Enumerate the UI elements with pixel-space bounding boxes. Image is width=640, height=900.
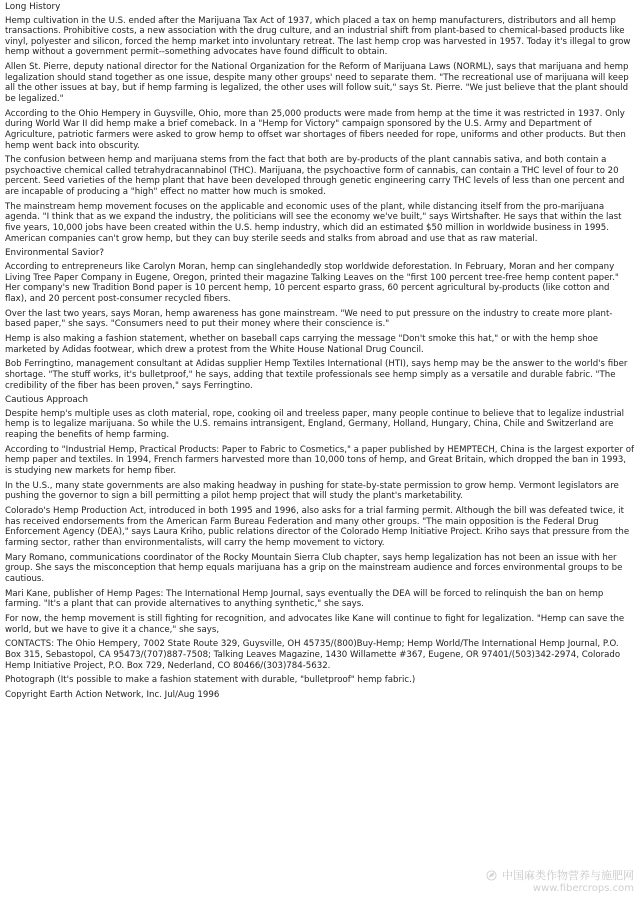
photo-caption: Photograph (It's possible to make a fashion statement with durable, "bulletproof" hemp fabric.) (5, 675, 416, 686)
paragraph: According to entrepreneurs like Carolyn Moran, hemp can singlehandedly stop worldwide deforestation. In February, Moran and her company Living Tree Paper Company in Eugene, Oregon, printed their magazine Talking Leaves on the "first 100 percent tree-free hemp content paper." Her company's new Tradition Bond paper is 10 percent hemp, 10 percent esparto grass, 60 percent agricultural by-products (like cotton and flax), and 20 percent post-consumer recycled fibers. (5, 262, 619, 304)
paragraph: For now, the hemp movement is still fighting for recognition, and advocates like Kane will continue to fight for legalization. "Hemp can save the world, but we have to give it a chance," she says, (5, 614, 625, 635)
paragraph: According to the Ohio Hempery in Guysville, Ohio, more than 25,000 products were made from hemp at the time it was restricted in 1937. Only during World War II did hemp make a brief comeback. In a "Hemp for Victory" campaign sponsored by the U.S. Army and Department of Agriculture, patriotic farmers were asked to grow hemp to offset war shortages of fibers needed for rope, uniforms and other products. But then hemp went back into obscurity. (5, 108, 626, 151)
copyright-line: Copyright Earth Action Network, Inc. Jul/Aug 1996 (5, 690, 220, 701)
paragraph: Allen St. Pierre, deputy national director for the National Organization for the Reform of Marijuana Laws (NORML), says that marijuana and hemp legalization should stand together as one issue, despite many other groups' need to separate them. "The recreational use of marijuana will keep all the other issues at bay, but if hemp farming is legalized, the other uses will follow suit," says St. Pierre. "We just believe that the plant should be legalized." (5, 62, 629, 104)
paragraph: The mainstream hemp movement focuses on the applicable and economic uses of the plant, while distancing itself from the pro-marijuana agenda. "I think that as we expand the industry, the politicians will see the economy we've built," says Wirtshafter. He says that within the last five years, 10,000 jobs have been created within the U.S. hemp industry, which did an estimated $50 million in worldwide business in 1995. American companies can't grow hemp, but they can buy sterile seeds and stalks from abroad and use that as raw material. (5, 201, 622, 244)
watermark-text: 中国麻类作物营养与施肥网 (502, 869, 634, 882)
watermark (486, 867, 635, 894)
section-environmental-savior (5, 248, 634, 391)
section-heading: Cautious Approach (5, 395, 89, 406)
paragraph: The confusion between hemp and marijuana stems from the fact that both are by-products of the plant cannabis sativa, and both contain a psychoactive chemical called tetrahydracannabinol (THC). Marijuana, the psychoactive form of cannabis, can contain a THC level of four to 20 percent. Seed varieties of the hemp plant that have been developed through genetic engineering carry THC levels of less than one percent and are incapable of producing a "high" effect no matter how much is smoked. (5, 155, 625, 198)
paragraph: Colorado's Hemp Production Act, introduced in both 1995 and 1996, also asks for a trial farming permit. Although the bill was defeated twice, it has received endorsements from the American Farm Bureau Federation and many other groups. "The main opposition is the Federal Drug Enforcement Agency (DEA)," says Laura Kriho, public relations director of the Colorado Hemp Initiative Project. Kriho says that pressure from the farming sector, rather than environmentalists, will carry the hemp movement to victory. (5, 506, 630, 548)
paragraph: Mari Kane, publisher of Hemp Pages: The International Hemp Journal, says eventually the DEA will be forced to relinquish the ban on hemp farming. "It's a plant that can provide alternatives to anything synthetic," she says. (5, 588, 604, 610)
paragraph: Despite hemp's multiple uses as cloth material, rope, cooking oil and treeless paper, many people continue to believe that to legalize industrial hemp is to legalize marijuana. So while the U.S. remains intransigent, England, Germany, Holland, Hungary, China, Chile and Switzerland are reaping the benefits of hemp farming. (5, 408, 625, 441)
section-cautious-approach (5, 395, 634, 701)
paragraph: Over the last two years, says Moran, hemp awareness has gone mainstream. "We need to put pressure on the industry to create more plant-based paper," she says. "Consumers need to put their money where their conscience is." (5, 308, 613, 330)
section-heading: Environmental Savior? (5, 248, 105, 259)
paragraph: Mary Romano, communications coordinator of the Rocky Mountain Sierra Club chapter, says hemp legalization has not been an issue with her group. She says the misconception that hemp equals marijuana has a grip on the mainstream audience and forces environmental groups to be cautious. (5, 552, 623, 584)
paragraph: Hemp cultivation in the U.S. ended after the Marijuana Tax Act of 1937, which placed a tax on hemp manufacturers, distributors and all hemp transactions. Prohibitive costs, a new association with the drug culture, and an industrial shift from plant-based to chemical-based products like vinyl, polyester and silicon, forced the hemp market into involuntary retreat. The last hemp crop was harvested in 1957. Today it's illegal to grow hemp without a government permit--something advocates have found difficult to obtain. (5, 15, 631, 58)
leaf-logo-icon (486, 870, 497, 881)
section-long-history (5, 2, 634, 244)
section-heading: Long History (5, 2, 61, 12)
paragraph: Hemp is also making a fashion statement, whether on baseball caps carrying the message "Don't smoke this hat," or with the hemp shoe marketed by Adidas footwear, which drew a protest from the White House National Drug Council. (5, 333, 599, 355)
paragraph: Bob Ferringtino, management consultant at Adidas supplier Hemp Textiles International (HTI), says hemp may be the answer to the world's fiber shortage. "The stuff works, it's bulletproof," he says, adding that textile professionals see hemp simply as a versatile and durable fabric. "The credibility of the fiber has been proven," says Ferringtino. (5, 359, 628, 391)
paragraph: According to "Industrial Hemp, Practical Products: Paper to Fabric to Cosmetics," a paper published by HEMPTECH, China is the largest exporter of hemp paper and textiles. In 1994, French farmers harvested more than 10,000 tons of hemp, and Great Britain, which dropped the ban in 1993, is studying new markets for hemp fiber. (5, 444, 635, 477)
contacts-paragraph: CONTACTS: The Ohio Hempery, 7002 State Route 329, Guysville, OH 45735/(800)Buy-Hemp; Hemp World/The International Hemp Journal, P.O. Box 315, Sebastopol, CA 95473/(707)887-7508; Talking Leaves Magazine, 1430 Willamette #367, Eugene, OR 97401/(503)342-2974, Colorado Hemp Initiative Project, P.O. Box 729, Nederland, CO 80466/(303)784-5632. (5, 639, 621, 671)
watermark-url: www.fibercrops.com (532, 883, 634, 894)
paragraph: In the U.S., many state governments are also making headway in pushing for state-by-state permission to grow hemp. Vermont legislators are pushing the governor to sign a bill permitting a pilot hemp project that will study the plant's marketability. (5, 480, 619, 502)
